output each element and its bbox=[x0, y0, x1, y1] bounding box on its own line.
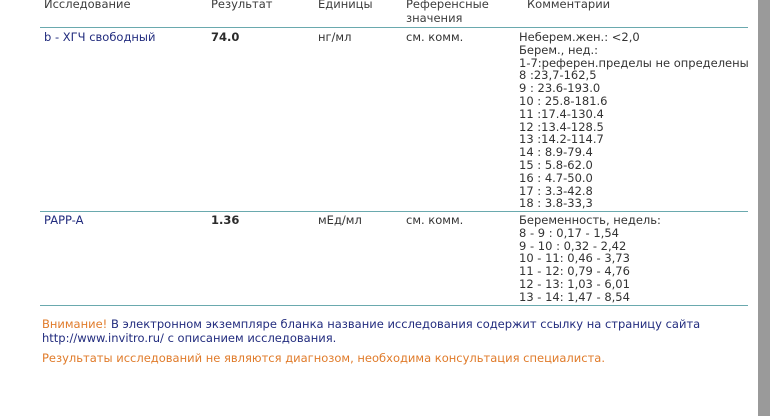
comments-cell bbox=[519, 214, 661, 304]
comment-line: 11 - 12: 0,79 - 4,76 bbox=[519, 264, 630, 279]
comment-line: 12 - 13: 1,03 - 6,01 bbox=[519, 276, 630, 291]
header-comments: Комментарии bbox=[527, 0, 611, 11]
header-units: Единицы bbox=[318, 0, 373, 11]
header-result: Результат bbox=[211, 0, 273, 11]
comment-line: 1-7:референ.пределы не определены bbox=[519, 55, 749, 70]
comment-line: Беременность, недель: bbox=[519, 213, 661, 227]
warning-text: В электронном экземпляре бланка название исследования содержит ссылку на страницу сайта bbox=[110, 317, 701, 331]
result-value: 74.0 bbox=[211, 30, 240, 44]
result-value: 1.36 bbox=[211, 213, 240, 227]
notes-block bbox=[42, 317, 700, 345]
invitro-link[interactable]: http://www.invitro.ru/ bbox=[42, 331, 164, 345]
comment-line: 10 : 25.8-181.6 bbox=[519, 93, 608, 108]
test-name-link[interactable]: PAPP-A bbox=[44, 213, 84, 227]
comment-line: 16 : 4.7-50.0 bbox=[519, 170, 593, 185]
comment-line: Неберем.жен.: <2,0 bbox=[519, 30, 640, 44]
warning-line bbox=[42, 317, 700, 331]
comment-line: 13 :14.2-114.7 bbox=[519, 132, 604, 147]
comment-line: 13 - 14: 1,47 - 8,54 bbox=[519, 289, 630, 304]
header-test: Исследование bbox=[44, 0, 131, 11]
comment-line: 17 : 3.3-42.8 bbox=[519, 183, 593, 198]
units-value: мЕд/мл bbox=[318, 213, 362, 227]
header-reference bbox=[406, 0, 489, 25]
comment-line: 15 : 5.8-62.0 bbox=[519, 157, 593, 172]
header-divider bbox=[40, 27, 748, 28]
comment-line: 8 :23,7-162,5 bbox=[519, 68, 597, 83]
warning-label: Внимание! bbox=[42, 317, 108, 331]
row-divider bbox=[40, 305, 748, 306]
page-edge bbox=[758, 0, 770, 416]
comment-line: Берем., нед.: bbox=[519, 42, 599, 57]
row-divider bbox=[40, 211, 748, 212]
comment-line: 11 :17.4-130.4 bbox=[519, 106, 604, 121]
comment-line: 8 - 9 : 0,17 - 1,54 bbox=[519, 225, 619, 240]
units-value: нг/мл bbox=[318, 30, 352, 44]
link-line bbox=[42, 331, 700, 345]
header-reference-line1: Референсные bbox=[406, 0, 489, 11]
comment-line: 9 : 23.6-193.0 bbox=[519, 81, 601, 96]
disclaimer-text: Результаты исследований не являются диагнозом, необходима консультация специалиста. bbox=[42, 351, 605, 365]
reference-value: см. комм. bbox=[406, 30, 464, 44]
comment-line: 18 : 3.8-33,3 bbox=[519, 196, 593, 211]
reference-value: см. комм. bbox=[406, 213, 464, 227]
header-reference-line2: значения bbox=[406, 10, 463, 25]
link-suffix: с описанием исследования. bbox=[167, 331, 337, 345]
comment-line: 12 :13.4-128.5 bbox=[519, 119, 604, 134]
test-name-link[interactable]: b - ХГЧ свободный bbox=[44, 30, 156, 44]
comments-cell bbox=[519, 31, 749, 210]
comment-line: 9 - 10 : 0,32 - 2,42 bbox=[519, 238, 627, 253]
comment-line: 14 : 8.9-79.4 bbox=[519, 145, 593, 160]
comment-line: 10 - 11: 0,46 - 3,73 bbox=[519, 251, 630, 266]
